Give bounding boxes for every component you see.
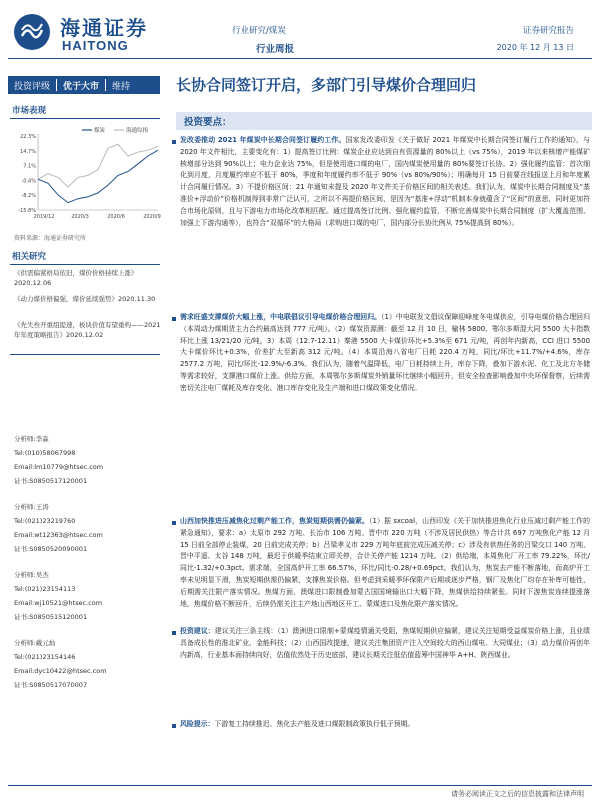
- footer-divider: [8, 785, 592, 786]
- logo-english-text: HAITONG: [62, 38, 129, 53]
- paragraph-body: （1）据 sxcoal，山西印发《关于加快推进焦化行业压减过剩产能工作的紧急通知》，要求：a）太原市 292 万吨、长治市 106 万吨、晋中市 220 万吨（不涉及居民供热）等合计共 697 万吨焦化产能 12 月 15 日前全部停止装煤，20 日前完成关停；b）吕梁孝义市 229 万吨年底前完成压减关停；c）涉及有供热任务的吕梁交口 140 万吨、晋中平遥、太谷 148 万吨，最迟于供暖季结束立即关停，合计关停产能 1214 万吨。（2）供给端，本周焦化厂开工率 79.22%，环比/同比-1.32/+0.3pct。需求端，全国高炉开工率 66.57%，环比/同比-0.28/+0.69pct。我们认为，焦炭去产能不断落地，而高炉开工率未见明显下滑，焦炭短期供需仍偏紧，支撑焦炭价格。但考虑到采暖季环保限产后期或逐步严格，钢厂及焦化厂均存在补库可能性，后期需关注限产落实情况。焦煤方面，澳煤进口限制叠加蒙古国国境输出口大幅下降，焦煤供给持续紧张。同时下游焦炭连续提涨落地，焦煤价格不断回升，后续仍需关注主产地山西地区开工、蒙煤进口及焦化限产落实情况。: [180, 517, 590, 608]
- paragraph-lead: 发改委推动 2021 年煤炭中长期合同签订履约工作。: [180, 136, 346, 144]
- logo-chinese-text: 海通证券: [60, 16, 148, 40]
- analyst-tel: Tel:(010)58067998: [14, 449, 76, 457]
- paragraph-lead: 投资建议：: [180, 627, 215, 635]
- analyst-name: 分析师:吴杰: [14, 571, 49, 579]
- bullet-icon: [172, 521, 176, 525]
- analyst-email[interactable]: Email:wj10521@htsec.com: [14, 599, 103, 607]
- analyst-tel: Tel:(021)23154146: [14, 653, 76, 661]
- rating-bar: [8, 76, 160, 94]
- report-type: 行业周报: [256, 44, 295, 55]
- paragraph-contract: [180, 135, 590, 311]
- analyst-block: [14, 500, 164, 556]
- related-date: 2020.11.30: [118, 295, 156, 303]
- legend-index: 海通综指: [126, 128, 149, 134]
- summary-header-bar: [176, 112, 592, 130]
- analyst-email[interactable]: Email:wt12363@htsec.com: [14, 531, 103, 539]
- paragraph-demand: [180, 312, 590, 502]
- header-right-title: 证券研究报告: [522, 26, 574, 36]
- analyst-name: 分析师:王涛: [14, 503, 49, 511]
- report-date: 2020 年 12 月 13 日: [496, 43, 574, 52]
- summary-label: 投资要点：: [184, 117, 232, 128]
- sidebar-divider: [10, 118, 160, 119]
- rating-label: 投资评级: [14, 81, 51, 92]
- company-logo-icon: [14, 14, 50, 50]
- x-tick-label: 2019/12: [33, 214, 55, 220]
- report-category: 行业研究/煤炭: [232, 26, 286, 36]
- paragraph-body: 下游复工持续推迟、焦化去产能及进口煤限制政策执行低于预期。: [214, 720, 415, 728]
- y-tick-label: -15.8%: [18, 208, 36, 214]
- paragraph-advice: [180, 626, 590, 708]
- x-tick-label: 2020/6: [107, 214, 125, 220]
- analyst-cert: 证书:S0850520090001: [14, 545, 88, 553]
- analyst-email[interactable]: Email:lm10779@htsec.com: [14, 463, 104, 471]
- related-title: 《供需偏紧格局依旧，煤价价格持续上涨》: [14, 269, 138, 277]
- chart-source: 资料来源：海通证券研究所: [14, 235, 87, 242]
- related-date: 2020.12.02: [66, 331, 104, 339]
- related-item[interactable]: [14, 294, 164, 304]
- rating-value: 优于大市: [63, 81, 100, 92]
- analyst-cert: 证书:S0850517120001: [14, 477, 88, 485]
- paragraph-lead: 山西加快推进压减焦化过剩产能工作，焦炭短期供需仍偏紧。: [180, 517, 369, 525]
- analyst-name: 分析师:戴元灿: [14, 639, 56, 647]
- paragraph-lead: 风险提示：: [180, 720, 215, 728]
- x-tick-label: 2020/9: [143, 214, 161, 220]
- analyst-tel: Tel:(021)23219760: [14, 517, 76, 525]
- bullet-icon: [172, 317, 176, 321]
- y-tick-label: -0.4%: [21, 178, 36, 185]
- related-item[interactable]: [14, 268, 164, 288]
- y-tick-label: 7.1%: [23, 163, 36, 170]
- bullet-icon: [172, 724, 176, 728]
- y-tick-label: -8.2%: [21, 193, 36, 200]
- paragraph-body: 建议关注三条主线：（1）澳洲进口限制+蒙煤疫情通关受阻，焦煤短期供应偏紧，建议关注短期受益煤炭价格上涨，且业绩具备成长性的淮北矿业、金能科技；（2）山西国改提速，建议关注集团资产注入空间较大的西山煤电、大同煤业；（3）动力煤价再创年内新高，行业基本面持续向好，估值依然处于历史底部，建议长期关注低估值蓝筹中国神华 A+H、陕西煤业。: [180, 627, 590, 659]
- analyst-block: [14, 636, 164, 692]
- legend-coal: 煤炭: [94, 128, 106, 134]
- analyst-cert: 证书:S0850515120001: [14, 613, 88, 621]
- paragraph-shanxi: [180, 516, 590, 610]
- analyst-block: [14, 432, 164, 488]
- paragraph-lead: 需求旺盛支撑煤价大幅上涨，中电联倡议引导电煤价格合理回归。: [180, 313, 382, 321]
- market-heading: 市场表现: [12, 106, 47, 116]
- x-tick-label: 2020/3: [71, 214, 89, 220]
- related-heading: 相关研究: [12, 252, 47, 262]
- sidebar-divider: [10, 354, 160, 355]
- bullet-icon: [172, 140, 176, 144]
- series-line-index: [38, 144, 158, 187]
- y-tick-label: 22.3%: [20, 134, 36, 140]
- bullet-icon: [172, 631, 176, 635]
- paragraph-body: （1）中电联发文倡议保障迎峰度冬电煤供应，引导电煤价格合理回归（本周动力煤期货主力合约最高达到 777 元/吨）。（2）煤炭资源测：截至 12 月 10 日，榆林 5800、鄂尔多斯混大同 5500 大卡指数环比上涨 13/21/20 元/吨。3）本周（12.7-12.11）秦港 5500 大卡煤价环比+5.3%至 671 元/吨，再创年内新高，CCI 进口 5500 大卡煤价环比+0.3%，价差扩大至新高 312 元/吨。（4）本周沿海八省电厂日耗 220.4 万吨，同比/环比+11.7%/+4.6%，库存 2577.2 万吨，同比/环比-12.9%/-6.3%。我们认为，随着气温降低，电厂日耗持续上升，库存下降，叠加下游水泥、化工及北方冬储等需求较好，支撑港口煤价上涨。供给方面，本周鄂尔多斯煤炭外销量环比继续小幅回升，但安全检查影响叠加中央环保督察，后续需密切关注电厂煤耗及库存变化、港口库存变化及生产端和进口煤政策变化情况。: [180, 313, 590, 392]
- footer-disclaimer: 请务必阅读正文之后的信息披露和法律声明: [451, 790, 584, 798]
- related-title: 《先失叁开重组提速，板块价值有望重构——2021 年年度策略报告》: [14, 321, 161, 339]
- analyst-cert: 证书:S0850517070007: [14, 681, 88, 689]
- y-tick-label: 14.7%: [20, 148, 36, 155]
- logo-emblem-icon: [14, 14, 50, 50]
- analyst-tel: Tel:(021)23154113: [14, 585, 76, 593]
- related-title: 《动力煤价格偏强，煤价延续强势》: [14, 295, 118, 303]
- paragraph-body: 国家发改委印发《关于做好 2021 年煤炭中长期合同签订履行工作的通知》，与 2020 年文件相比，主要变化有：1）提高签订比例：煤炭企业应达到自有资源量的 80%以上（vs 75%），2019 年以来核增产能煤矿核增部分达到 90%以上；电力企业达 75%，但是使用进口煤的电厂，国内煤炭使用量的 80%要签订长协。2）强化履约监管：首次细化到月度，月度履约率应不低于 80%，季度和年度履约率不低于 90%（vs 80%/90%）；明确每月 15 日前要在线报送上月和年度累计合同履行情况。3）不提价格区间：21 年通知未提及 2020 年文件关于价格区间的相关表述。我们认为，煤炭中长期合同制度及“基准价+浮动价”价格机制得到非常广泛认可，之所以不再提价格区间，是因为“基准+浮动”机制本身就蕴含了“区间”的意思，同时更加符合市场化原则，且与下游电力市场化改革相匹配。通过提高签订比例、强化履约监管，不断完善煤炭中长期合同制度（扩大覆盖范围、加强上下游沟通等），也符合“双循环”的大格局（求购进口煤的电厂，国内部分长协比例从 75%提高到 80%）。: [180, 136, 590, 227]
- header-divider: [8, 58, 592, 59]
- sidebar-divider: [10, 264, 160, 265]
- report-title: 长协合同签订开启，多部门引导煤价合理回归: [176, 76, 477, 94]
- analyst-block: [14, 568, 164, 624]
- market-performance-chart: [10, 124, 162, 224]
- related-item[interactable]: [14, 320, 164, 340]
- analyst-email[interactable]: Email:dyc10422@htsec.com: [14, 667, 107, 675]
- analyst-name: 分析师:李淼: [14, 435, 49, 443]
- related-date: 2020.12.06: [14, 279, 52, 287]
- paragraph-risk: [180, 719, 590, 731]
- rating-action: 维持: [112, 81, 131, 92]
